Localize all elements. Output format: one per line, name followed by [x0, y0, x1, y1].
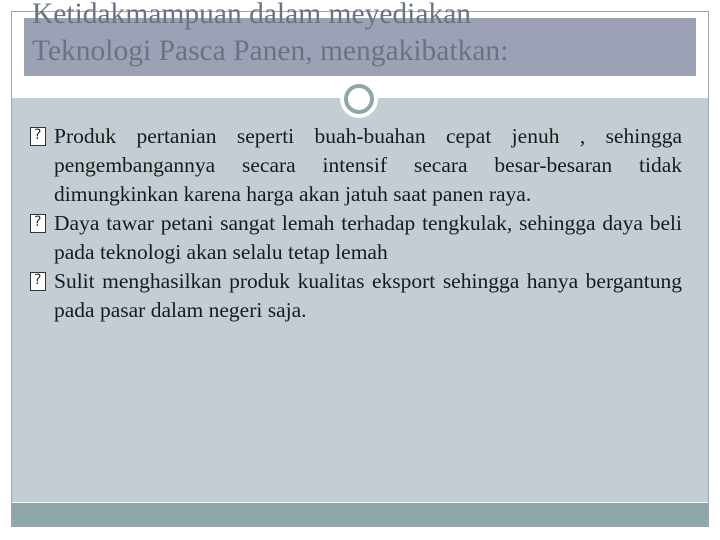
bullet-item	[30, 267, 682, 325]
ring-ornament-icon	[340, 80, 378, 118]
missing-glyph-bullet-icon	[30, 214, 46, 233]
bullet-item	[30, 209, 682, 267]
title-divider	[12, 97, 347, 98]
missing-glyph-bullet-icon	[30, 272, 46, 291]
bullet-text: Sulit menghasilkan produk kualitas eksport sehingga hanya bergantung pada pasar dalam negeri saja.	[54, 269, 682, 322]
bullet-text: Produk pertanian seperti buah-buahan cepat jenuh , sehingga pengembangannya secara intensif secara besar-besaran tidak dimungkinkan karena harga akan jatuh saat panen raya.	[54, 124, 682, 206]
slide-title: Ketidakmampuan dalam meyediakan Teknologi Pasca Panen, mengakibatkan:	[32, 0, 509, 67]
bullet-item	[30, 122, 682, 209]
bullet-text: Daya tawar petani sangat lemah terhadap tengkulak, sehingga daya beli pada teknologi akan selalu tetap lemah	[54, 211, 682, 264]
footer-bar	[12, 503, 708, 526]
missing-glyph-bullet-icon	[30, 127, 46, 146]
bullet-list	[30, 122, 682, 325]
